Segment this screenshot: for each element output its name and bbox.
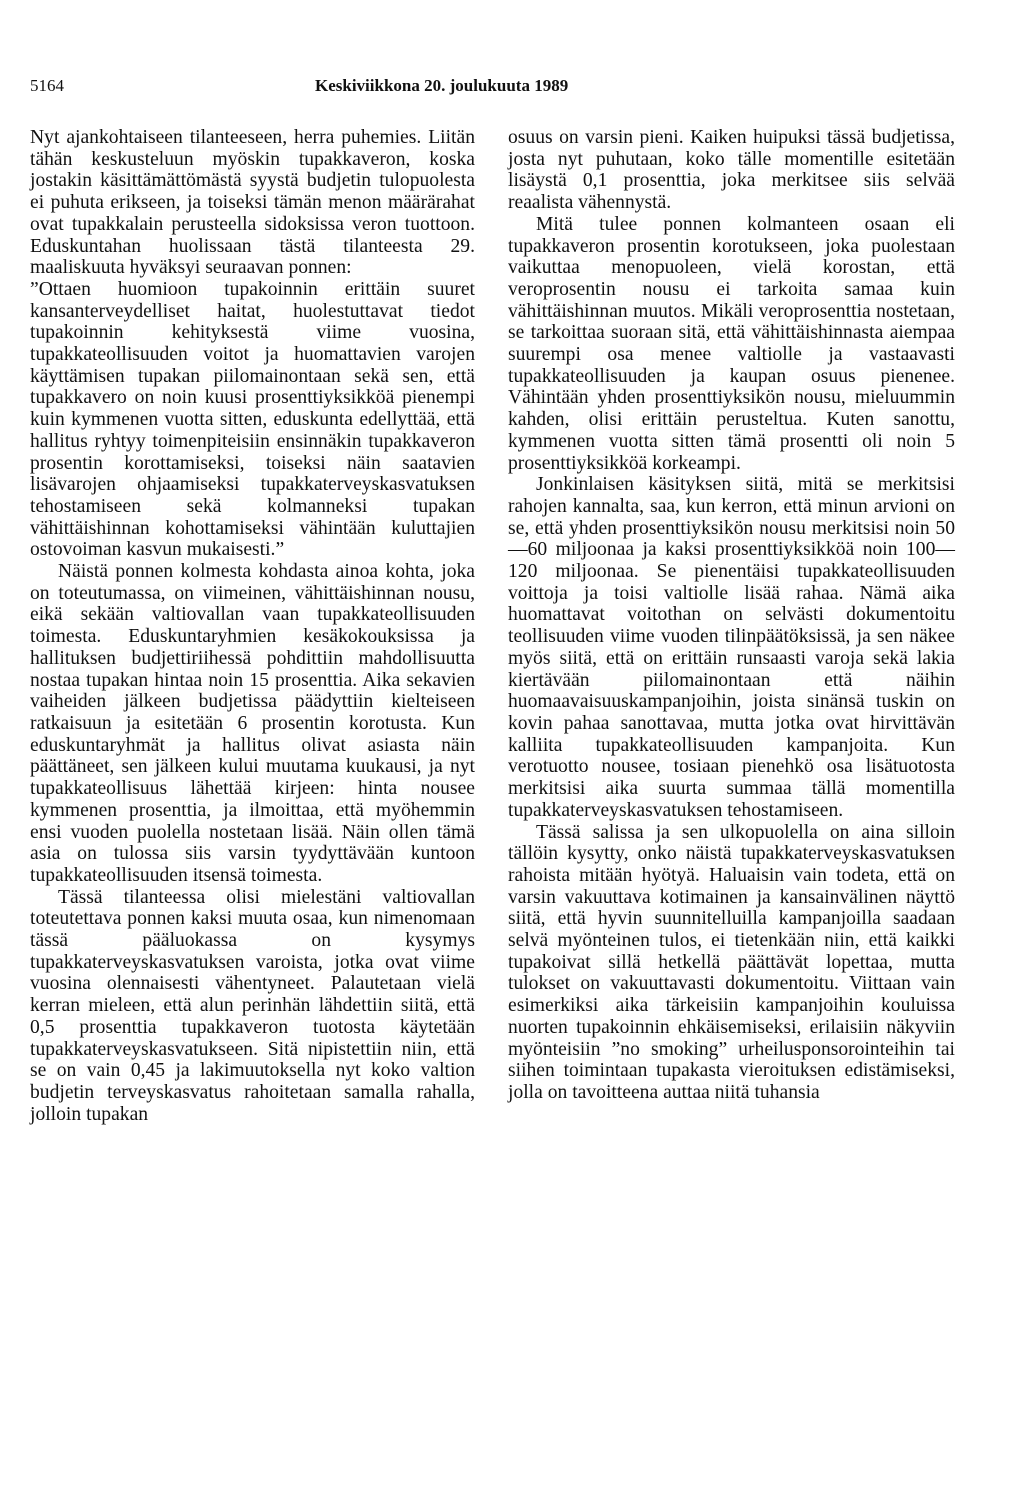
paragraph: Nyt ajankohtaiseen tilanteeseen, herra puhemies. Liitän tähän keskusteluun myöskin tupakkaveron, koska jostakin käsittämättömästä syystä budjetin tulopuolesta ei puhuta erikseen, ja toiseksi tämän menon määrärahat ovat tupakkalain perusteella sidoksissa veron tuottoon. Eduskuntahan huolissaan tästä tilanteesta 29. maaliskuuta hyväksyi seuraavan ponnen: bbox=[30, 127, 475, 279]
left-column bbox=[30, 127, 475, 1125]
page-header bbox=[30, 76, 990, 104]
paragraph: Mitä tulee ponnen kolmanteen osaan eli tupakkaveron prosentin korotukseen, joka puolestaan vaikuttaa menopuoleen, vielä korostan, että veroprosentin nousu ei tarkoita samaa kuin vähittäishinnan muutos. Mikäli veroprosenttia nostetaan, se tarkoittaa suoraan sitä, että vähittäishinnasta aiempaa suurempi osa menee valtiolle ja vastaavasti tupakkateollisuuden ja kaupan osuus pienenee. Vähintään yhden prosenttiyksikön nousu, mieluummin kahden, olisi erittäin perusteltua. Kuten sanottu, kymmenen vuotta sitten tämä prosentti oli noin 5 prosenttiyksikköä korkeampi. bbox=[508, 213, 955, 474]
quoted-resolution: ”Ottaen huomioon tupakoinnin erittäin suuret kansanterveydelliset haitat, huolestuttavat tiedot tupakoinnin kehityksestä viime vuosina, tupakkateollisuuden voitot ja huomattavien varojen käyttämisen tupakan piilomainontaan sekä sen, että tupakkavero on noin kuusi prosenttiyksikköä pienempi kuin kymmenen vuotta sitten, eduskunta edellyttää, että hallitus ryhtyy toimenpiteisiin ensinnäkin tupakkaveron prosentin korottamiseksi, toiseksi näin saatavien lisävarojen ohjaamiseksi tupakkaterveyskasvatuksen tehostamiseen sekä kolmanneksi tupakan vähittäishinnan kohottamiseksi vähintään kuluttajien ostovoiman kasvun mukaisesti.” bbox=[30, 278, 475, 561]
paragraph: osuus on varsin pieni. Kaiken huipuksi tässä budjetissa, josta nyt puhutaan, koko tälle momentille esitetään lisäystä 0,1 prosenttia, joka merkitsee siis selvää reaalista vähennystä. bbox=[508, 127, 955, 214]
paragraph: Tässä tilanteessa olisi mielestäni valtiovallan toteutettava ponnen kaksi muuta osaa, kun nimenomaan tässä pääluokassa on kysymys tupakkaterveyskasvatuksen varoista, jotka ovat viime vuosina olennaisesti vähentyneet. Palautetaan vielä kerran mieleen, että alun perinhän lähdettiin siitä, että 0,5 prosenttia tupakkaveron tuotosta käytetään tupakkaterveyskasvatukseen. Sitä nipistettiin niin, että se on vain 0,45 ja lakimuutoksella nyt koko valtion budjetin terveyskasvatus rahoitetaan samalla rahalla, jolloin tupakan bbox=[30, 886, 475, 1125]
paragraph: Tässä salissa ja sen ulkopuolella on aina silloin tällöin kysytty, onko näistä tupakkaterveyskasvatuksen rahoista mitään hyötyä. Haluaisin vain todeta, että on varsin vakuuttava kotimainen ja kansainvälinen näyttö siitä, että hyvin suunnitelluilla kampanjoilla saadaan selvä myönteinen tulos, ei tietenkään niin, että kaikki tupakoivat sillä hetkellä päättävät lopettaa, mutta tulokset on vakuuttavasti dokumentoitu. Viittaan vain esimerkiksi aika tärkeisiin kampanjoihin kouluissa nuorten tupakoinnin ehkäisemiseksi, erilaisiin näkyviin myönteisiin ”no smoking” urheilusponsorointeihin tai siihen toimintaan tupakasta vieroituksen edistämiseksi, jolla on tavoitteena auttaa niitä tuhansia bbox=[508, 821, 955, 1103]
right-column bbox=[508, 127, 955, 1104]
paragraph: Näistä ponnen kolmesta kohdasta ainoa kohta, joka on toteutumassa, on viimeinen, vähittäishinnan nousu, eikä sekään valtiovallan vaan tupakkateollisuuden toimesta. Eduskuntaryhmien kesäkokouksissa ja hallituksen budjettiriihessä pohdittiin mahdollisuutta nostaa tupakan hintaa noin 15 prosenttia. Aika sekavien vaiheiden jälkeen budjetissa päädyttiin kielteiseen ratkaisuun ja esitetään 6 prosentin korotusta. Kun eduskuntaryhmät ja hallitus olivat asiasta näin päättäneet, sen jälkeen kului muutama kuukausi, ja nyt tupakkateollisuus lähettää kirjeen: hinta nousee kymmenen prosenttia, ja ilmoittaa, että myöhemmin ensi vuoden puolella nostetaan lisää. Näin ollen tämä asia on tulossa siis varsin tyydyttävään kuntoon tupakkateollisuuden itsensä toimesta. bbox=[30, 561, 475, 886]
page-number: 5164 bbox=[30, 76, 64, 95]
session-date: Keskiviikkona 20. joulukuuta 1989 bbox=[315, 76, 569, 95]
paragraph: Jonkinlaisen käsityksen siitä, mitä se merkitsisi rahojen kannalta, saa, kun kerron, että minun arvioni on se, että yhden prosenttiyksikön nousu merkitsisi noin 50—60 miljoonaa ja kaksi prosenttiyksikköä noin 100—120 miljoonaa. Se pienentäisi tupakkateollisuuden voittoja ja toisi valtiolle lisää rahaa. Nämä aika huomattavat voitothan on selvästi dokumentoitu teollisuuden viime vuoden tilinpäätöksissä, ja sen näkee myös siitä, että on erittäin runsaasti varoja sekä lakia kiertävään piilomainontaan että näihin huomaavaisuuskampanjoihin, joista sinänsä tuskin on kovin pahaa sanottavaa, mutta jotka ovat hirvittävän kalliita tupakkateollisuuden kampanjoita. Kun verotuotto nousee, tosiaan pienehkö osa lisätuotosta merkitsisi aika suurta summaa tällä momentilla tupakkaterveyskasvatuksen tehostamiseen. bbox=[508, 474, 955, 821]
